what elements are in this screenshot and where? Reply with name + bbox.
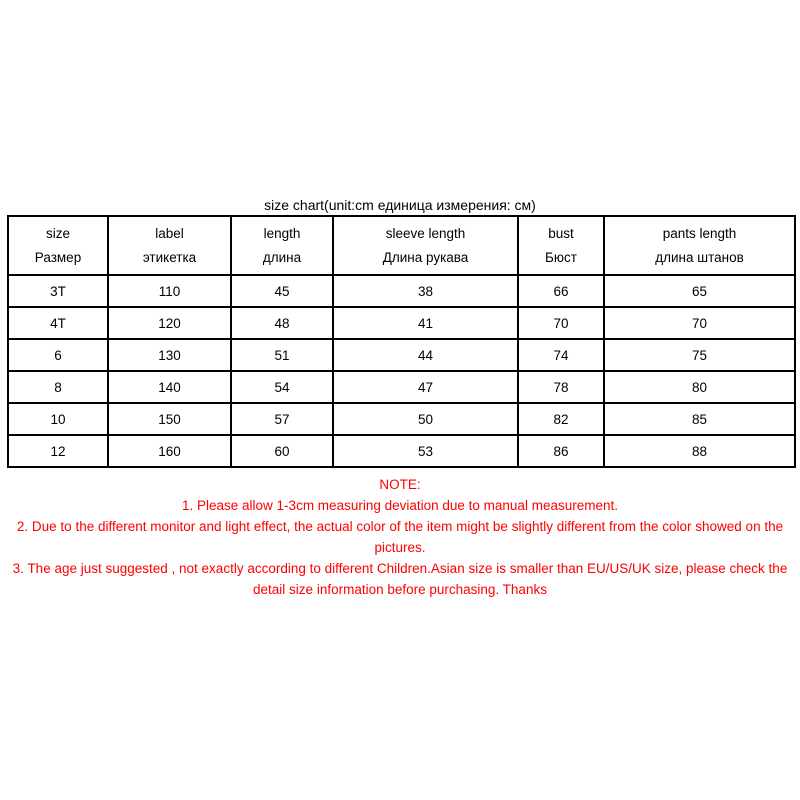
table-cell: 45 [231,275,333,307]
table-cell: 51 [231,339,333,371]
column-header-label-en: length [263,225,301,241]
table-cell: 38 [333,275,518,307]
table-cell: 4T [8,307,108,339]
column-header-label-en: size [45,225,70,241]
table-cell: 47 [333,371,518,403]
column-header-sleeve-length [333,216,518,275]
table-row [8,275,795,307]
column-header-label-ru: Бюст [545,249,577,265]
table-header-row [8,216,795,275]
table-cell: 85 [604,403,795,435]
table-row [8,371,795,403]
table-row [8,339,795,371]
table-cell: 160 [108,435,231,467]
column-header-label-ru: Длина рукава [382,249,469,265]
table-cell: 70 [604,307,795,339]
table-cell: 74 [518,339,604,371]
note-item: 2. Due to the different monitor and light effect, the actual color of the item might be slightly different from the color showed on the pictures. [16,519,784,555]
table-cell: 8 [8,371,108,403]
table-cell: 65 [604,275,795,307]
table-cell: 12 [8,435,108,467]
size-table [7,215,796,468]
column-header-label-en: pants length [662,225,737,241]
table-cell: 10 [8,403,108,435]
table-cell: 6 [8,339,108,371]
table-cell: 54 [231,371,333,403]
table-cell: 44 [333,339,518,371]
table-cell: 41 [333,307,518,339]
table-cell: 78 [518,371,604,403]
table-cell: 88 [604,435,795,467]
column-header-label-ru: длина [262,249,302,265]
table-cell: 150 [108,403,231,435]
table-cell: 57 [231,403,333,435]
size-chart-title: size chart(unit:cm единица измерения: см) [264,197,536,213]
table-cell: 3T [8,275,108,307]
notes-section [0,474,800,600]
column-header-label-en: bust [548,225,574,241]
table-row [8,307,795,339]
table-row [8,403,795,435]
table-cell: 140 [108,371,231,403]
notes-heading: NOTE: [379,477,421,492]
column-header-bust [518,216,604,275]
table-cell: 60 [231,435,333,467]
column-header-length [231,216,333,275]
table-cell: 50 [333,403,518,435]
column-header-pants-length [604,216,795,275]
column-header-label-ru: Размер [34,249,82,265]
table-cell: 130 [108,339,231,371]
table-cell: 120 [108,307,231,339]
note-item: 1. Please allow 1-3cm measuring deviation due to manual measurement. [182,498,618,513]
column-header-label-en: label [155,225,184,241]
column-header-label-en: sleeve length [385,225,466,241]
column-header-label-ru: этикетка [142,249,197,265]
table-cell: 75 [604,339,795,371]
table-cell: 53 [333,435,518,467]
table-cell: 80 [604,371,795,403]
table-cell: 48 [231,307,333,339]
column-header-size [8,216,108,275]
table-row [8,435,795,467]
note-item: 3. The age just suggested , not exactly according to different Children.Asian size is smaller than EU/US/UK size, please check the detail size information before purchasing. Thanks [12,561,788,597]
table-cell: 66 [518,275,604,307]
table-cell: 82 [518,403,604,435]
column-header-label-ru: длина штанов [655,249,744,265]
table-cell: 86 [518,435,604,467]
table-cell: 70 [518,307,604,339]
table-cell: 110 [108,275,231,307]
column-header-label [108,216,231,275]
